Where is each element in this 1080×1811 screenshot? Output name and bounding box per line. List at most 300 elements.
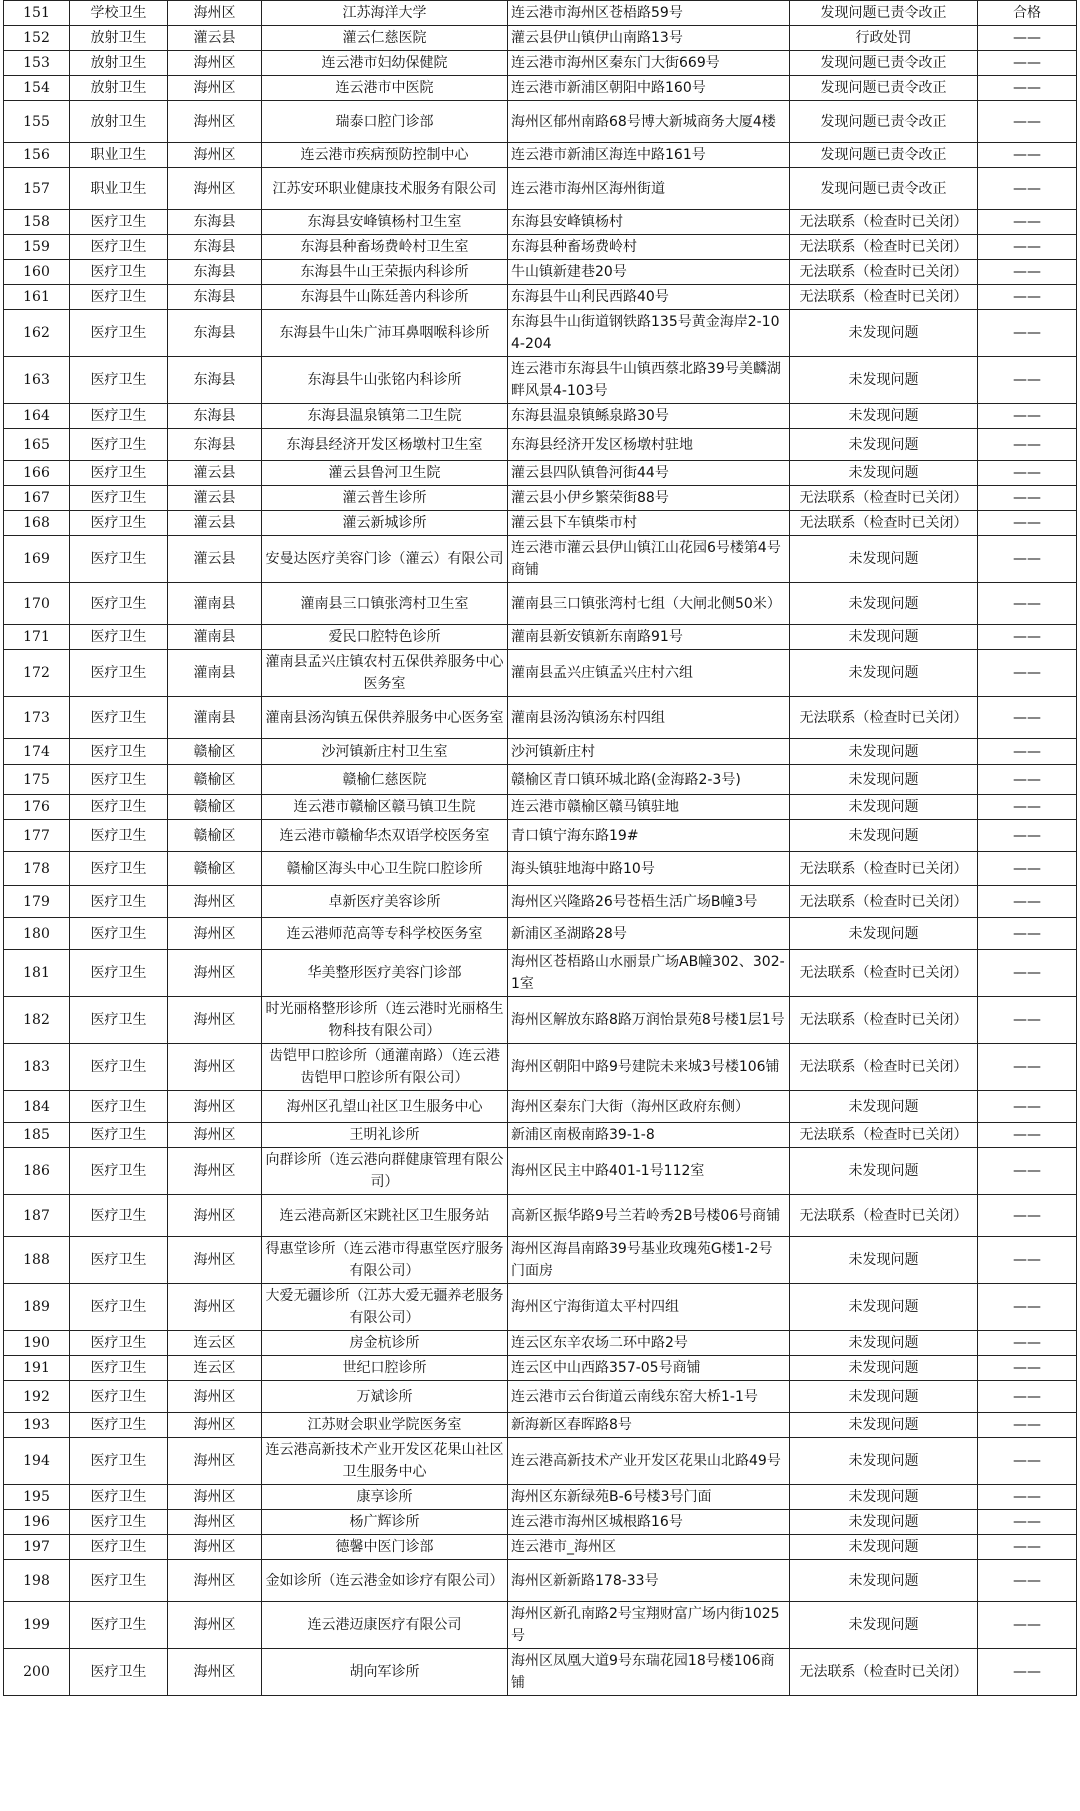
unit-name: 灌南县三口镇张湾村卫生室 bbox=[262, 583, 508, 625]
rectification-status: —— bbox=[978, 918, 1077, 950]
inspection-result: 无法联系（检查时已关闭） bbox=[790, 852, 978, 886]
address: 新浦区南极南路39-1-8 bbox=[508, 1123, 790, 1148]
rectification-status: —— bbox=[978, 1331, 1077, 1356]
inspection-type: 医疗卫生 bbox=[70, 1284, 168, 1331]
row-number: 195 bbox=[4, 1485, 70, 1510]
table-row bbox=[4, 1195, 1077, 1237]
inspection-result: 无法联系（检查时已关闭） bbox=[790, 210, 978, 235]
district: 海州区 bbox=[168, 1123, 262, 1148]
unit-name: 杨广辉诊所 bbox=[262, 1510, 508, 1535]
table-row bbox=[4, 1438, 1077, 1485]
row-number: 188 bbox=[4, 1237, 70, 1284]
address: 灌南县新安镇新东南路91号 bbox=[508, 625, 790, 650]
district: 东海县 bbox=[168, 357, 262, 404]
address: 连云港市赣榆区赣马镇驻地 bbox=[508, 795, 790, 820]
inspection-result: 无法联系（检查时已关闭） bbox=[790, 997, 978, 1044]
inspection-result: 无法联系（检查时已关闭） bbox=[790, 1044, 978, 1091]
unit-name: 世纪口腔诊所 bbox=[262, 1356, 508, 1381]
inspection-type: 医疗卫生 bbox=[70, 997, 168, 1044]
address: 连云港市海州区苍梧路59号 bbox=[508, 1, 790, 26]
unit-name: 爱民口腔特色诊所 bbox=[262, 625, 508, 650]
address: 连云港市东海县牛山镇西蔡北路39号美麟湖畔风景4-103号 bbox=[508, 357, 790, 404]
unit-name: 灌云新城诊所 bbox=[262, 511, 508, 536]
address: 连云港市海州区海州街道 bbox=[508, 168, 790, 210]
district: 海州区 bbox=[168, 918, 262, 950]
address: 海州区东新绿苑B-6号楼3号门面 bbox=[508, 1485, 790, 1510]
address: 海州区兴隆路26号苍梧生活广场B幢3号 bbox=[508, 886, 790, 918]
district: 海州区 bbox=[168, 1381, 262, 1413]
district: 灌南县 bbox=[168, 650, 262, 697]
unit-name: 灌南县孟兴庄镇农村五保供养服务中心医务室 bbox=[262, 650, 508, 697]
table-row bbox=[4, 51, 1077, 76]
rectification-status: —— bbox=[978, 1438, 1077, 1485]
table-row bbox=[4, 285, 1077, 310]
address: 新海新区春晖路8号 bbox=[508, 1413, 790, 1438]
table-row bbox=[4, 260, 1077, 285]
rectification-status: —— bbox=[978, 1091, 1077, 1123]
row-number: 170 bbox=[4, 583, 70, 625]
inspection-type: 医疗卫生 bbox=[70, 1148, 168, 1195]
row-number: 196 bbox=[4, 1510, 70, 1535]
address: 牛山镇新建巷20号 bbox=[508, 260, 790, 285]
inspection-type: 医疗卫生 bbox=[70, 1195, 168, 1237]
inspection-type: 医疗卫生 bbox=[70, 536, 168, 583]
inspection-result: 无法联系（检查时已关闭） bbox=[790, 235, 978, 260]
unit-name: 灌云县鲁河卫生院 bbox=[262, 461, 508, 486]
row-number: 190 bbox=[4, 1331, 70, 1356]
rectification-status: —— bbox=[978, 357, 1077, 404]
table-row bbox=[4, 918, 1077, 950]
inspection-result: 未发现问题 bbox=[790, 404, 978, 429]
rectification-status: —— bbox=[978, 997, 1077, 1044]
table-row bbox=[4, 950, 1077, 997]
inspection-result: 未发现问题 bbox=[790, 1413, 978, 1438]
table-row bbox=[4, 886, 1077, 918]
row-number: 200 bbox=[4, 1649, 70, 1696]
row-number: 165 bbox=[4, 429, 70, 461]
inspection-type: 医疗卫生 bbox=[70, 486, 168, 511]
district: 赣榆区 bbox=[168, 820, 262, 852]
inspection-type: 医疗卫生 bbox=[70, 1237, 168, 1284]
table-row bbox=[4, 486, 1077, 511]
address: 东海县安峰镇杨村 bbox=[508, 210, 790, 235]
district: 东海县 bbox=[168, 235, 262, 260]
rectification-status: —— bbox=[978, 461, 1077, 486]
inspection-type: 职业卫生 bbox=[70, 143, 168, 168]
address: 高新区振华路9号兰若岭秀2B号楼06号商铺 bbox=[508, 1195, 790, 1237]
unit-name: 沙河镇新庄村卫生室 bbox=[262, 739, 508, 765]
table-row bbox=[4, 697, 1077, 739]
district: 海州区 bbox=[168, 1510, 262, 1535]
district: 海州区 bbox=[168, 1091, 262, 1123]
unit-name: 康享诊所 bbox=[262, 1485, 508, 1510]
district: 海州区 bbox=[168, 1148, 262, 1195]
rectification-status: —— bbox=[978, 1123, 1077, 1148]
rectification-status: —— bbox=[978, 795, 1077, 820]
unit-name: 东海县种畜场费岭村卫生室 bbox=[262, 235, 508, 260]
table-row bbox=[4, 1237, 1077, 1284]
inspection-type: 放射卫生 bbox=[70, 101, 168, 143]
address: 海州区海昌南路39号基业玫瑰苑G楼1-2号门面房 bbox=[508, 1237, 790, 1284]
rectification-status: —— bbox=[978, 1602, 1077, 1649]
inspection-result: 无法联系（检查时已关闭） bbox=[790, 1123, 978, 1148]
inspection-type: 医疗卫生 bbox=[70, 1123, 168, 1148]
inspection-result: 未发现问题 bbox=[790, 625, 978, 650]
rectification-status: —— bbox=[978, 404, 1077, 429]
unit-name: 齿铠甲口腔诊所（通灌南路）（连云港齿铠甲口腔诊所有限公司） bbox=[262, 1044, 508, 1091]
inspection-result: 未发现问题 bbox=[790, 583, 978, 625]
row-number: 166 bbox=[4, 461, 70, 486]
inspection-result: 未发现问题 bbox=[790, 1237, 978, 1284]
inspection-result: 未发现问题 bbox=[790, 918, 978, 950]
inspection-result: 无法联系（检查时已关闭） bbox=[790, 511, 978, 536]
unit-name: 连云港市中医院 bbox=[262, 76, 508, 101]
inspection-result: 无法联系（检查时已关闭） bbox=[790, 1649, 978, 1696]
rectification-status: —— bbox=[978, 486, 1077, 511]
rectification-status: —— bbox=[978, 583, 1077, 625]
unit-name: 东海县安峰镇杨村卫生室 bbox=[262, 210, 508, 235]
unit-name: 东海县经济开发区杨墩村卫生室 bbox=[262, 429, 508, 461]
inspection-result: 发现问题已责令改正 bbox=[790, 143, 978, 168]
rectification-status: —— bbox=[978, 210, 1077, 235]
row-number: 164 bbox=[4, 404, 70, 429]
inspection-result: 未发现问题 bbox=[790, 1535, 978, 1560]
table-row bbox=[4, 26, 1077, 51]
district: 海州区 bbox=[168, 1602, 262, 1649]
unit-name: 东海县牛山王荣振内科诊所 bbox=[262, 260, 508, 285]
table-row bbox=[4, 1091, 1077, 1123]
table-row bbox=[4, 1510, 1077, 1535]
rectification-status: —— bbox=[978, 1284, 1077, 1331]
row-number: 189 bbox=[4, 1284, 70, 1331]
table-row bbox=[4, 1413, 1077, 1438]
inspection-result: 发现问题已责令改正 bbox=[790, 1, 978, 26]
row-number: 172 bbox=[4, 650, 70, 697]
table-row bbox=[4, 795, 1077, 820]
unit-name: 灌云仁慈医院 bbox=[262, 26, 508, 51]
inspection-type: 医疗卫生 bbox=[70, 1510, 168, 1535]
inspection-type: 医疗卫生 bbox=[70, 404, 168, 429]
district: 海州区 bbox=[168, 1535, 262, 1560]
district: 赣榆区 bbox=[168, 739, 262, 765]
inspection-table bbox=[3, 0, 1077, 1696]
inspection-result: 无法联系（检查时已关闭） bbox=[790, 950, 978, 997]
row-number: 163 bbox=[4, 357, 70, 404]
inspection-type: 医疗卫生 bbox=[70, 1331, 168, 1356]
unit-name: 得惠堂诊所（连云港市得惠堂医疗服务有限公司） bbox=[262, 1237, 508, 1284]
inspection-result: 未发现问题 bbox=[790, 1560, 978, 1602]
table-row bbox=[4, 429, 1077, 461]
row-number: 197 bbox=[4, 1535, 70, 1560]
inspection-type: 医疗卫生 bbox=[70, 886, 168, 918]
table-row bbox=[4, 1560, 1077, 1602]
unit-name: 东海县温泉镇第二卫生院 bbox=[262, 404, 508, 429]
table-row bbox=[4, 461, 1077, 486]
district: 海州区 bbox=[168, 76, 262, 101]
row-number: 157 bbox=[4, 168, 70, 210]
inspection-result: 未发现问题 bbox=[790, 1510, 978, 1535]
inspection-result: 发现问题已责令改正 bbox=[790, 168, 978, 210]
unit-name: 海州区孔望山社区卫生服务中心 bbox=[262, 1091, 508, 1123]
inspection-result: 发现问题已责令改正 bbox=[790, 76, 978, 101]
table-row bbox=[4, 404, 1077, 429]
address: 海州区凤凰大道9号东瑞花园18号楼106商铺 bbox=[508, 1649, 790, 1696]
row-number: 159 bbox=[4, 235, 70, 260]
inspection-result: 未发现问题 bbox=[790, 1381, 978, 1413]
row-number: 173 bbox=[4, 697, 70, 739]
unit-name: 胡向军诊所 bbox=[262, 1649, 508, 1696]
table-row bbox=[4, 536, 1077, 583]
table-row bbox=[4, 1044, 1077, 1091]
inspection-type: 医疗卫生 bbox=[70, 1413, 168, 1438]
table-row bbox=[4, 625, 1077, 650]
row-number: 192 bbox=[4, 1381, 70, 1413]
inspection-result: 行政处罚 bbox=[790, 26, 978, 51]
address: 赣榆区青口镇环城北路(金海路2-3号) bbox=[508, 765, 790, 795]
inspection-result: 无法联系（检查时已关闭） bbox=[790, 260, 978, 285]
row-number: 161 bbox=[4, 285, 70, 310]
table-row bbox=[4, 1485, 1077, 1510]
row-number: 178 bbox=[4, 852, 70, 886]
rectification-status: —— bbox=[978, 51, 1077, 76]
address: 灌云县伊山镇伊山南路13号 bbox=[508, 26, 790, 51]
address: 连云区中山西路357-05号商铺 bbox=[508, 1356, 790, 1381]
unit-name: 江苏财会职业学院医务室 bbox=[262, 1413, 508, 1438]
row-number: 177 bbox=[4, 820, 70, 852]
table-row bbox=[4, 1148, 1077, 1195]
rectification-status: —— bbox=[978, 650, 1077, 697]
row-number: 199 bbox=[4, 1602, 70, 1649]
inspection-type: 医疗卫生 bbox=[70, 1356, 168, 1381]
address: 灌云县下车镇柴市村 bbox=[508, 511, 790, 536]
unit-name: 东海县牛山朱广沛耳鼻咽喉科诊所 bbox=[262, 310, 508, 357]
rectification-status: —— bbox=[978, 1510, 1077, 1535]
district: 东海县 bbox=[168, 310, 262, 357]
table-row bbox=[4, 852, 1077, 886]
inspection-result: 无法联系（检查时已关闭） bbox=[790, 697, 978, 739]
inspection-type: 医疗卫生 bbox=[70, 210, 168, 235]
unit-name: 万斌诊所 bbox=[262, 1381, 508, 1413]
table-row bbox=[4, 1123, 1077, 1148]
table-row bbox=[4, 101, 1077, 143]
table-row bbox=[4, 143, 1077, 168]
inspection-result: 未发现问题 bbox=[790, 357, 978, 404]
rectification-status: —— bbox=[978, 765, 1077, 795]
inspection-type: 医疗卫生 bbox=[70, 697, 168, 739]
inspection-type: 医疗卫生 bbox=[70, 260, 168, 285]
address: 海州区解放东路8路万润怡景苑8号楼1层1号 bbox=[508, 997, 790, 1044]
row-number: 193 bbox=[4, 1413, 70, 1438]
inspection-type: 医疗卫生 bbox=[70, 950, 168, 997]
address: 海州区郁州南路68号博大新城商务大厦4楼 bbox=[508, 101, 790, 143]
inspection-type: 医疗卫生 bbox=[70, 1381, 168, 1413]
row-number: 181 bbox=[4, 950, 70, 997]
inspection-type: 医疗卫生 bbox=[70, 765, 168, 795]
inspection-type: 医疗卫生 bbox=[70, 625, 168, 650]
rectification-status: —— bbox=[978, 1381, 1077, 1413]
unit-name: 安曼达医疗美容门诊（灌云）有限公司 bbox=[262, 536, 508, 583]
address: 东海县牛山利民西路40号 bbox=[508, 285, 790, 310]
district: 连云区 bbox=[168, 1331, 262, 1356]
row-number: 180 bbox=[4, 918, 70, 950]
rectification-status: —— bbox=[978, 1356, 1077, 1381]
address: 新浦区圣湖路28号 bbox=[508, 918, 790, 950]
unit-name: 连云港迈康医疗有限公司 bbox=[262, 1602, 508, 1649]
table-row bbox=[4, 820, 1077, 852]
unit-name: 灌南县汤沟镇五保供养服务中心医务室 bbox=[262, 697, 508, 739]
unit-name: 连云港师范高等专科学校医务室 bbox=[262, 918, 508, 950]
inspection-type: 医疗卫生 bbox=[70, 1560, 168, 1602]
row-number: 151 bbox=[4, 1, 70, 26]
table-body bbox=[4, 1, 1077, 1696]
unit-name: 瑞泰口腔门诊部 bbox=[262, 101, 508, 143]
table-row bbox=[4, 76, 1077, 101]
rectification-status: —— bbox=[978, 1044, 1077, 1091]
address: 沙河镇新庄村 bbox=[508, 739, 790, 765]
row-number: 152 bbox=[4, 26, 70, 51]
district: 海州区 bbox=[168, 1237, 262, 1284]
district: 赣榆区 bbox=[168, 852, 262, 886]
inspection-result: 未发现问题 bbox=[790, 310, 978, 357]
inspection-result: 未发现问题 bbox=[790, 1485, 978, 1510]
table-row bbox=[4, 650, 1077, 697]
inspection-type: 医疗卫生 bbox=[70, 285, 168, 310]
row-number: 155 bbox=[4, 101, 70, 143]
row-number: 169 bbox=[4, 536, 70, 583]
district: 灌云县 bbox=[168, 486, 262, 511]
address: 东海县温泉镇鲧泉路30号 bbox=[508, 404, 790, 429]
inspection-result: 未发现问题 bbox=[790, 1331, 978, 1356]
unit-name: 金如诊所（连云港金如诊疗有限公司） bbox=[262, 1560, 508, 1602]
address: 灌云县四队镇鲁河街44号 bbox=[508, 461, 790, 486]
address: 灌南县三口镇张湾村七组（大闸北侧50米） bbox=[508, 583, 790, 625]
row-number: 160 bbox=[4, 260, 70, 285]
inspection-result: 未发现问题 bbox=[790, 461, 978, 486]
inspection-type: 医疗卫生 bbox=[70, 1602, 168, 1649]
rectification-status: —— bbox=[978, 739, 1077, 765]
inspection-result: 未发现问题 bbox=[790, 1091, 978, 1123]
district: 海州区 bbox=[168, 101, 262, 143]
district: 海州区 bbox=[168, 1438, 262, 1485]
inspection-type: 医疗卫生 bbox=[70, 310, 168, 357]
inspection-result: 未发现问题 bbox=[790, 650, 978, 697]
unit-name: 赣榆仁慈医院 bbox=[262, 765, 508, 795]
address: 海州区宁海街道太平村四组 bbox=[508, 1284, 790, 1331]
unit-name: 连云港高新区宋跳社区卫生服务站 bbox=[262, 1195, 508, 1237]
inspection-type: 医疗卫生 bbox=[70, 583, 168, 625]
address: 海州区新新路178-33号 bbox=[508, 1560, 790, 1602]
inspection-type: 医疗卫生 bbox=[70, 852, 168, 886]
inspection-type: 医疗卫生 bbox=[70, 429, 168, 461]
district: 海州区 bbox=[168, 1044, 262, 1091]
address: 海州区新孔南路2号宝翔财富广场内街1025号 bbox=[508, 1602, 790, 1649]
table-row bbox=[4, 310, 1077, 357]
row-number: 167 bbox=[4, 486, 70, 511]
address: 连云港市新浦区朝阳中路160号 bbox=[508, 76, 790, 101]
unit-name: 时光丽格整形诊所（连云港时光丽格生物科技有限公司） bbox=[262, 997, 508, 1044]
row-number: 174 bbox=[4, 739, 70, 765]
district: 灌云县 bbox=[168, 26, 262, 51]
district: 东海县 bbox=[168, 210, 262, 235]
unit-name: 江苏安环职业健康技术服务有限公司 bbox=[262, 168, 508, 210]
district: 灌云县 bbox=[168, 536, 262, 583]
inspection-type: 医疗卫生 bbox=[70, 820, 168, 852]
address: 连云港市灌云县伊山镇江山花园6号楼第4号商铺 bbox=[508, 536, 790, 583]
rectification-status: —— bbox=[978, 168, 1077, 210]
row-number: 194 bbox=[4, 1438, 70, 1485]
rectification-status: —— bbox=[978, 1195, 1077, 1237]
district: 海州区 bbox=[168, 1, 262, 26]
row-number: 156 bbox=[4, 143, 70, 168]
table-row bbox=[4, 583, 1077, 625]
address: 灌南县孟兴庄镇孟兴庄村六组 bbox=[508, 650, 790, 697]
inspection-type: 医疗卫生 bbox=[70, 357, 168, 404]
row-number: 185 bbox=[4, 1123, 70, 1148]
unit-name: 卓新医疗美容诊所 bbox=[262, 886, 508, 918]
rectification-status: —— bbox=[978, 511, 1077, 536]
address: 连云港市_海州区 bbox=[508, 1535, 790, 1560]
inspection-result: 未发现问题 bbox=[790, 820, 978, 852]
inspection-type: 医疗卫生 bbox=[70, 1091, 168, 1123]
inspection-type: 职业卫生 bbox=[70, 168, 168, 210]
row-number: 183 bbox=[4, 1044, 70, 1091]
district: 东海县 bbox=[168, 260, 262, 285]
inspection-result: 无法联系（检查时已关闭） bbox=[790, 886, 978, 918]
inspection-type: 医疗卫生 bbox=[70, 918, 168, 950]
rectification-status: —— bbox=[978, 143, 1077, 168]
rectification-status: —— bbox=[978, 950, 1077, 997]
unit-name: 大爱无疆诊所（江苏大爱无疆养老服务有限公司） bbox=[262, 1284, 508, 1331]
inspection-type: 医疗卫生 bbox=[70, 235, 168, 260]
table-row bbox=[4, 739, 1077, 765]
unit-name: 连云港市赣榆区赣马镇卫生院 bbox=[262, 795, 508, 820]
rectification-status: —— bbox=[978, 820, 1077, 852]
inspection-result: 未发现问题 bbox=[790, 1438, 978, 1485]
unit-name: 向群诊所（连云港向群健康管理有限公司） bbox=[262, 1148, 508, 1195]
table-row bbox=[4, 1284, 1077, 1331]
rectification-status: —— bbox=[978, 285, 1077, 310]
rectification-status: —— bbox=[978, 260, 1077, 285]
district: 海州区 bbox=[168, 1485, 262, 1510]
unit-name: 王明礼诊所 bbox=[262, 1123, 508, 1148]
district: 赣榆区 bbox=[168, 795, 262, 820]
district: 海州区 bbox=[168, 997, 262, 1044]
inspection-result: 未发现问题 bbox=[790, 795, 978, 820]
address: 连云港市新浦区海连中路161号 bbox=[508, 143, 790, 168]
table-row bbox=[4, 765, 1077, 795]
district: 东海县 bbox=[168, 404, 262, 429]
rectification-status: —— bbox=[978, 886, 1077, 918]
address: 连云港市海州区城根路16号 bbox=[508, 1510, 790, 1535]
row-number: 176 bbox=[4, 795, 70, 820]
rectification-status: —— bbox=[978, 852, 1077, 886]
address: 东海县牛山街道钢铁路135号黄金海岸2-104-204 bbox=[508, 310, 790, 357]
table-row bbox=[4, 511, 1077, 536]
inspection-result: 未发现问题 bbox=[790, 1148, 978, 1195]
row-number: 187 bbox=[4, 1195, 70, 1237]
address: 灌南县汤沟镇汤东村四组 bbox=[508, 697, 790, 739]
rectification-status: —— bbox=[978, 625, 1077, 650]
address: 海州区苍梧路山水丽景广场AB幢302、302-1室 bbox=[508, 950, 790, 997]
rectification-status: —— bbox=[978, 1148, 1077, 1195]
table-row bbox=[4, 210, 1077, 235]
district: 海州区 bbox=[168, 51, 262, 76]
table-row bbox=[4, 235, 1077, 260]
district: 海州区 bbox=[168, 886, 262, 918]
rectification-status: —— bbox=[978, 101, 1077, 143]
rectification-status: —— bbox=[978, 1560, 1077, 1602]
inspection-result: 无法联系（检查时已关闭） bbox=[790, 1195, 978, 1237]
